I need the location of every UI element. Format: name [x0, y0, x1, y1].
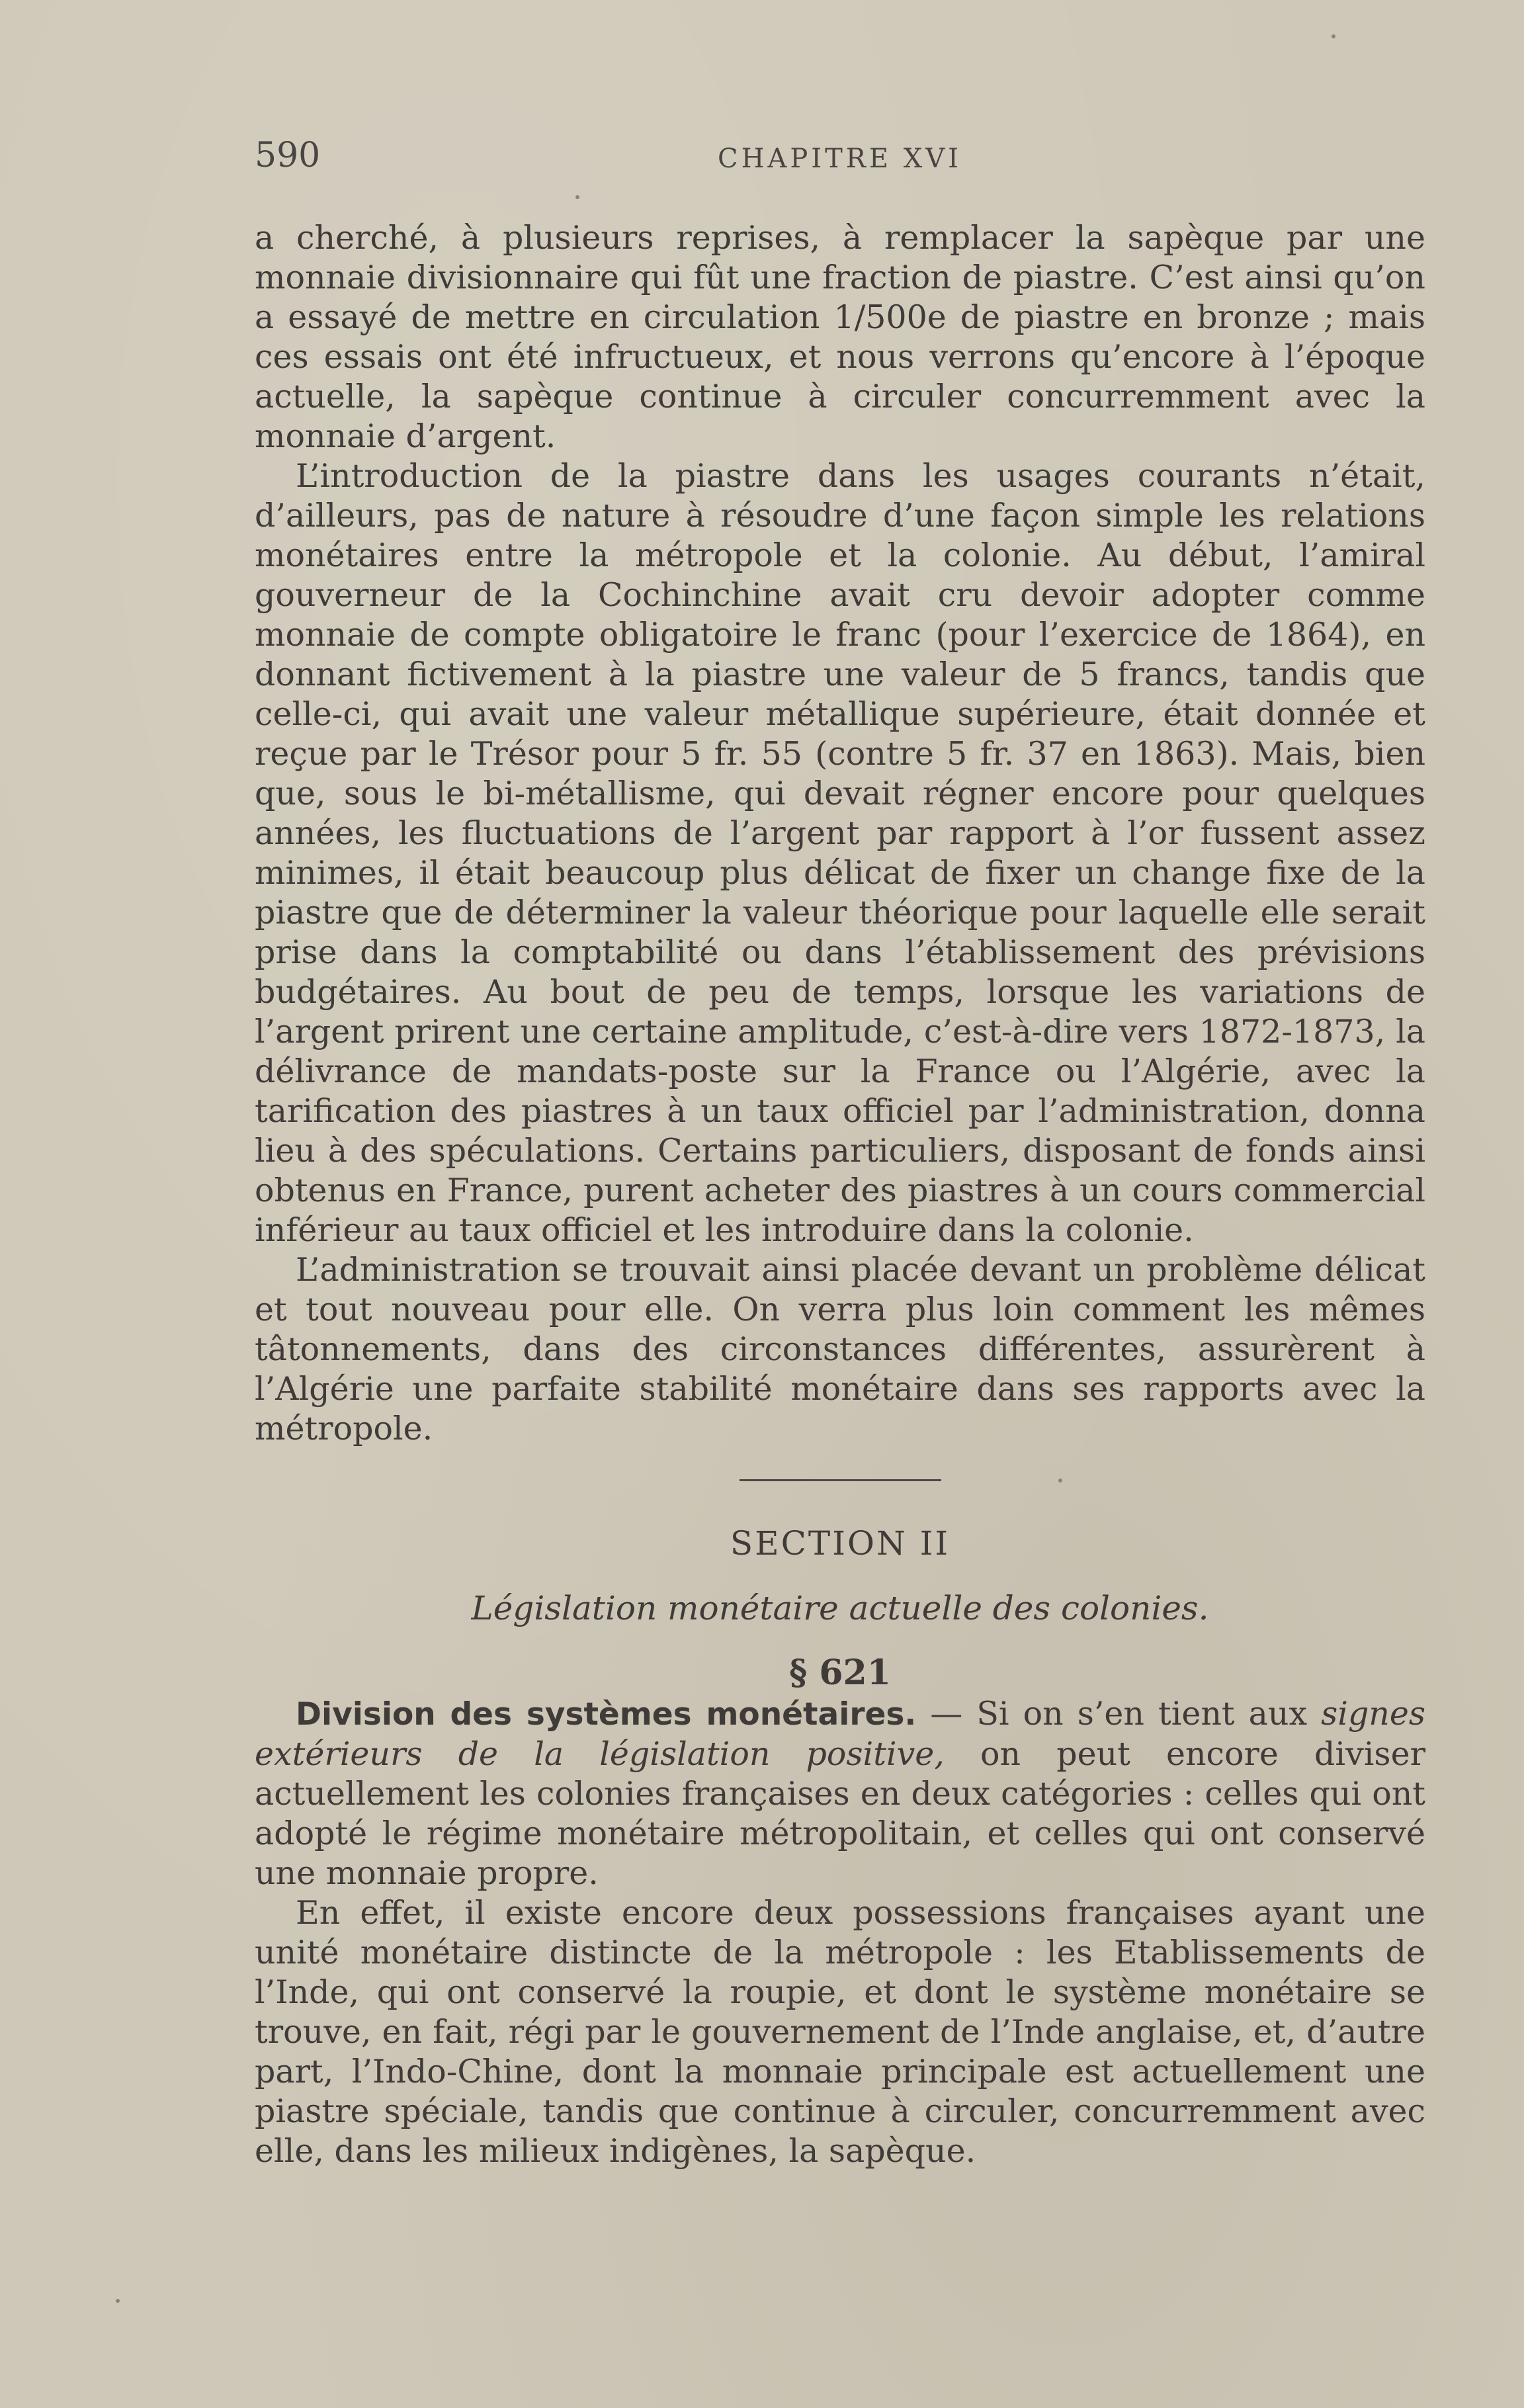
paper-speck [1332, 34, 1335, 38]
paragraph-dash-text: — Si on s’en tient aux [916, 1695, 1322, 1733]
paragraph-text: on peut encore diviser actuellement les colonies françaises en deux catégories : celles qui ont adopté le régime monétaire métropolitain, et celles qui ont conservé une monnaie propre. [255, 1735, 1426, 1892]
paragraph-piastre-introduction: L’introduction de la piastre dans les usages courants n’était, d’ailleurs, pas de nature à résoudre d’une façon simple les relations monétaires entre la métropole et la colonie. Au début, l’amiral gouverneur de la Cochinchine avait cru devoir adopter comme monnaie de compte obligatoire le franc (pour l’exercice de 1864), en donnant fictivement à la piastre une valeur de 5 francs, tandis que celle-ci, qui avait une valeur métallique supérieure, était donnée et reçue par le Trésor pour 5 fr. 55 (contre 5 fr. 37 en 1863). Mais, bien que, sous le bi-métallisme, qui devait régner encore pour quelques années, les fluctuations de l’argent par rapport à l’or fussent assez minimes, il était beaucoup plus délicat de fixer un change fixe de la piastre que de déterminer la valeur théorique pour laquelle elle serait prise dans la comptabilité ou dans l’établissement des prévisions budgétaires. Au bout de peu de temps, lorsque les variations de l’argent prirent une certaine amplitude, c’est-à-dire vers 1872-1873, la délivrance de mandats-poste sur la France ou l’Algérie, avec la tarification des piastres à un taux officiel par l’administration, donna lieu à des spéculations. Certains particuliers, disposant de fonds ainsi obtenus en France, purent acheter des piastres à un cours commercial inférieur au taux officiel et les introduire dans la colonie. [255, 457, 1425, 1249]
paragraph-number: § 621 [789, 1653, 891, 1693]
text-block [255, 218, 1425, 2171]
section-title: SECTION II [730, 1524, 951, 1563]
paragraph-administration: L’administration se trouvait ainsi placée devant un problème délicat et tout nouveau pour elle. On verra plus loin comment les mêmes tâtonnements, dans des circonstances différentes, assurèrent à l’Algérie une parfaite stabilité monétaire dans ses rapports avec la métropole. [255, 1251, 1425, 1447]
paragraph-heading: Division des systèmes monétaires. [296, 1696, 917, 1733]
paper-speck [116, 2299, 120, 2303]
paragraph-possessions: En effet, il existe encore deux possessions françaises ayant une unité monétaire distincte de la métropole : les Etablissements de l’Inde, qui ont conservé la roupie, et dont le système monétaire se trouve, en fait, régi par le gouvernement de l’Inde anglaise, et, d’autre part, l’Indo-Chine, dont la monnaie principale est actuellement une piastre spéciale, tandis que continue à circuler, concurremment avec elle, dans les milieux indigènes, la sapèque. [255, 1894, 1425, 2170]
chapter-title: CHAPITRE XVI [718, 144, 962, 174]
paragraph-italic-text: signes extérieurs de la législation positive, [255, 1695, 1426, 1773]
paragraph-continuation: a cherché, à plusieurs reprises, à remplacer la sapèque par une monnaie divisionnaire qui fût une fraction de piastre. C’est ainsi qu’on a essayé de mettre en circulation 1/500e de piastre en bronze ; mais ces essais ont été infructueux, et nous verrons qu’encore à l’époque actuelle, la sapèque continue à circuler concurremment avec la monnaie d’argent. [255, 219, 1425, 455]
paragraph-621 [255, 1694, 1425, 1893]
running-head [255, 136, 1425, 189]
section-divider [740, 1479, 941, 1481]
paper-speck [575, 195, 579, 199]
page-number: 590 [255, 136, 321, 175]
section-subtitle: Législation monétaire actuelle des colonies. [471, 1589, 1209, 1627]
